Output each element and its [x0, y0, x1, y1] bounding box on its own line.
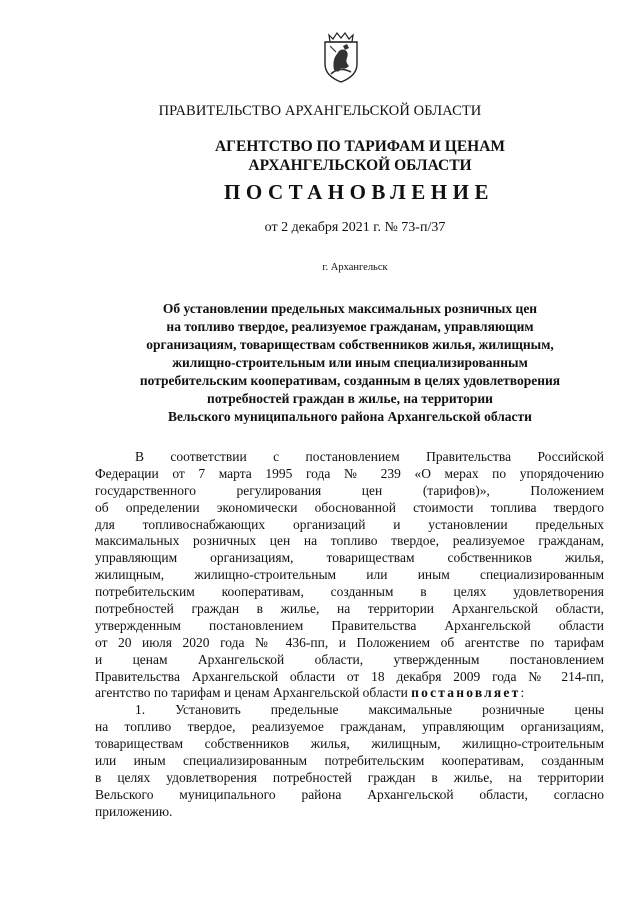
preamble-line: государственного регулирования цен (тарифов)», Положением [95, 482, 604, 498]
preamble-line: максимальных розничных цен на топливо твердое, реализуемое гражданам, [95, 533, 604, 549]
agency-line-2: АРХАНГЕЛЬСКОЙ ОБЛАСТИ [248, 157, 472, 174]
item-1-line: Вельского муниципального района Архангельской области, согласно [95, 786, 604, 802]
preamble-final-text: агентство по тарифам и ценам Архангельской области [95, 685, 412, 701]
document-city-text: г. Архангельск [322, 262, 388, 273]
document-subject [100, 300, 600, 426]
preamble-line: потребностей граждан в жилье, на территории Архангельской области, [95, 601, 604, 617]
coat-of-arms-icon [319, 30, 363, 84]
item-1-line: или иным специализированным потребительским кооперативам, созданным [95, 753, 604, 769]
item-1-line: приложению. [95, 803, 173, 819]
document-date-number [0, 220, 640, 236]
preamble-line: и ценам Архангельской области, утвержденным постановлением [95, 651, 604, 667]
subject-line: потребительским кооперативам, созданным в целях удовлетворения [139, 373, 561, 388]
preamble-final-line [95, 685, 604, 702]
item-1-line: на топливо твердое, реализуемое гражданам, управляющим организациям, [95, 719, 604, 735]
subject-line: Вельского муниципального района Архангельской области [168, 409, 532, 424]
subject-line: на топливо твердое, реализуемое гражданам, управляющим [166, 319, 534, 334]
item-1-line: 1. Установить предельные максимальные розничные цены [135, 702, 604, 718]
agency-line-1: АГЕНТСТВО ПО ТАРИФАМ И ЦЕНАМ [214, 138, 506, 155]
preamble-line: Федерации от 7 марта 1995 года № 239 «О мерах по упорядочению [95, 465, 604, 481]
decree-word: постановляет [411, 685, 521, 701]
preamble-line: Правительства Архангельской области от 18 декабря 2009 года № 214-пп, [95, 668, 604, 684]
preamble-line: жилищным, жилищно-строительным или иным специализированным [95, 567, 604, 583]
item-1-line: товариществам собственников жилья, жилищным, жилищно-строительным [95, 736, 604, 752]
decree-colon: : [520, 685, 525, 701]
preamble-line: об определении экономически обоснованной стоимости топлива твердого [95, 499, 604, 515]
preamble-line: управляющим организациям, товариществам собственников жилья, [95, 550, 604, 566]
preamble-line: потребительским кооперативам, созданным в целях удовлетворения [95, 584, 604, 600]
preamble-line: В соответствии с постановлением Правительства Российской [135, 449, 604, 464]
subject-line: Об установлении предельных максимальных розничных цен [162, 301, 538, 316]
document-date-number-text: от 2 декабря 2021 г. № 73-п/37 [264, 220, 446, 235]
subject-line: потребностей граждан в жилье, на территории [207, 391, 493, 406]
preamble-line: утвержденным постановлением Правительства Архангельской области [95, 617, 604, 633]
preamble-line: для топливоснабжающих организаций и установлении предельных [95, 516, 604, 532]
subject-line: жилищно-строительным или иным специализированным [172, 355, 528, 370]
document-type-text: ПОСТАНОВЛЕНИЕ [224, 180, 494, 204]
document-body [95, 449, 604, 821]
preamble-line: от 20 июля 2020 года № 436-пп, и Положением об агентстве по тарифам [95, 634, 604, 650]
item-1-line: в целях удовлетворения потребностей граждан в жилье, на территории [95, 769, 604, 785]
document-city [0, 262, 640, 273]
document-type [0, 180, 640, 205]
subject-line: организациям, товариществам собственников жилья, жилищным, [146, 337, 554, 352]
agency-name [0, 137, 640, 175]
government-name: ПРАВИТЕЛЬСТВО АРХАНГЕЛЬСКОЙ ОБЛАСТИ [158, 103, 482, 119]
